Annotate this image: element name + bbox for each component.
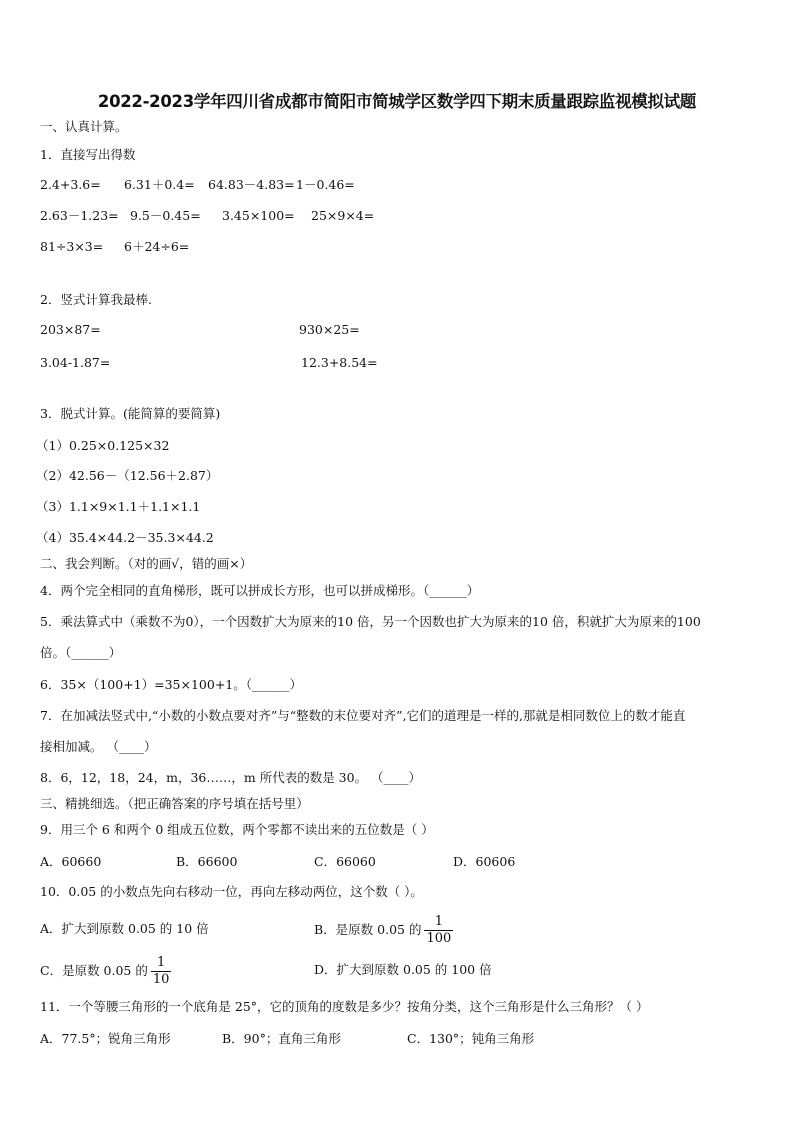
q1-label: 1．直接写出得数 [40, 147, 136, 162]
q1-r2-c1: 2.63－1.23= [40, 208, 119, 223]
fraction-denominator: 100 [426, 931, 452, 946]
q8: 8．6，12，18，24，m，36……，m 所代表的数是 30。 （____） [40, 770, 422, 785]
q9-stem: 9．用三个 6 和两个 0 组成五位数，两个零都不读出来的五位数是（ ） [40, 822, 434, 837]
q2-item-2: 930×25= [299, 322, 360, 337]
q9-option-a: A．60660 [40, 854, 102, 869]
q10-option-b [314, 910, 453, 950]
q2-item-3: 3.04-1.87= [40, 355, 111, 370]
q1-r3-c1: 81÷3×3= [40, 239, 104, 254]
q3-label: 3．脱式计算。(能简算的要简算) [40, 406, 221, 421]
q1-r1-c2: 6.31＋0.4= [124, 177, 195, 192]
q2-item-1: 203×87= [40, 322, 101, 337]
section-1-heading: 一、认真计算。 [40, 119, 128, 134]
q10-option-d: D．扩大到原数 0.05 的 100 倍 [314, 962, 492, 977]
q1-r1-c3: 64.83－4.83= [208, 177, 295, 192]
q3-item-3: （3）1.1×9×1.1＋1.1×1.1 [36, 499, 201, 514]
q3-item-2: （2）42.56－（12.56＋2.87） [36, 468, 219, 483]
q7-line-2: 接相加减。 （____） [40, 739, 157, 754]
q4: 4．两个完全相同的直角梯形，既可以拼成长方形，也可以拼成梯形。（______） [40, 583, 480, 598]
q3-item-4: （4）35.4×44.2－35.3×44.2 [36, 530, 214, 545]
q10-option-c [40, 951, 171, 991]
q6: 6．35×（100+1）=35×100+1。（______） [40, 677, 303, 692]
q5-line-2: 倍。（______） [40, 645, 122, 660]
q2-item-4: 12.3+8.54= [301, 355, 378, 370]
q11-option-c: C．130°；钝角三角形 [407, 1031, 535, 1046]
q1-r1-c1: 2.4+3.6= [40, 177, 101, 192]
q10-stem: 10．0.05 的小数点先向右移动一位，再向左移动两位，这个数（ ）。 [40, 884, 423, 899]
fraction-numerator: 1 [424, 914, 453, 931]
q1-r2-c3: 3.45×100= [222, 208, 295, 223]
q1-r3-c2: 6＋24÷6= [124, 239, 190, 254]
q11-option-b: B．90°；直角三角形 [222, 1031, 341, 1046]
q1-r1-c4: 1－0.46= [296, 177, 355, 192]
fraction-numerator: 1 [151, 955, 172, 972]
q1-r2-c2: 9.5－0.45= [130, 208, 201, 223]
q11-stem: 11．一个等腰三角形的一个底角是 25°，它的顶角的度数是多少？按角分类，这个三角形是什么三角形？（ ） [40, 999, 649, 1014]
q10-option-c-text: C．是原数 0.05 的 [40, 963, 148, 978]
section-3-heading: 三、精挑细选。（把正确答案的序号填在括号里） [40, 796, 309, 811]
fraction-denominator: 10 [152, 972, 170, 987]
q2-label: 2．竖式计算我最棒. [40, 292, 152, 307]
q7-line-1: 7．在加减法竖式中,“小数的小数点要对齐”与“整数的末位要对齐”,它们的道理是一样的,那就是相同数位上的数才能直 [40, 708, 686, 723]
q11-option-a: A．77.5°；锐角三角形 [40, 1031, 171, 1046]
q9-option-d: D．60606 [453, 854, 516, 869]
q10-option-a: A．扩大到原数 0.05 的 10 倍 [40, 921, 209, 936]
q3-item-1: （1）0.25×0.125×32 [36, 438, 170, 453]
q9-option-b: B．66600 [176, 854, 238, 869]
q10-option-b-fraction [424, 914, 453, 947]
q10-option-c-fraction [151, 955, 172, 988]
q10-option-b-text: B．是原数 0.05 的 [314, 922, 422, 937]
q5-line-1: 5．乘法算式中（乘数不为0），一个因数扩大为原来的10 倍，另一个因数也扩大为原来的10 倍，积就扩大为原来的100 [40, 614, 701, 629]
section-2-heading: 二、我会判断。（对的画√，错的画×） [40, 556, 253, 571]
page-title: 2022-2023学年四川省成都市简阳市简城学区数学四下期末质量跟踪监视模拟试题 [97, 92, 697, 111]
q9-option-c: C．66060 [314, 854, 376, 869]
q1-r2-c4: 25×9×4= [311, 208, 375, 223]
